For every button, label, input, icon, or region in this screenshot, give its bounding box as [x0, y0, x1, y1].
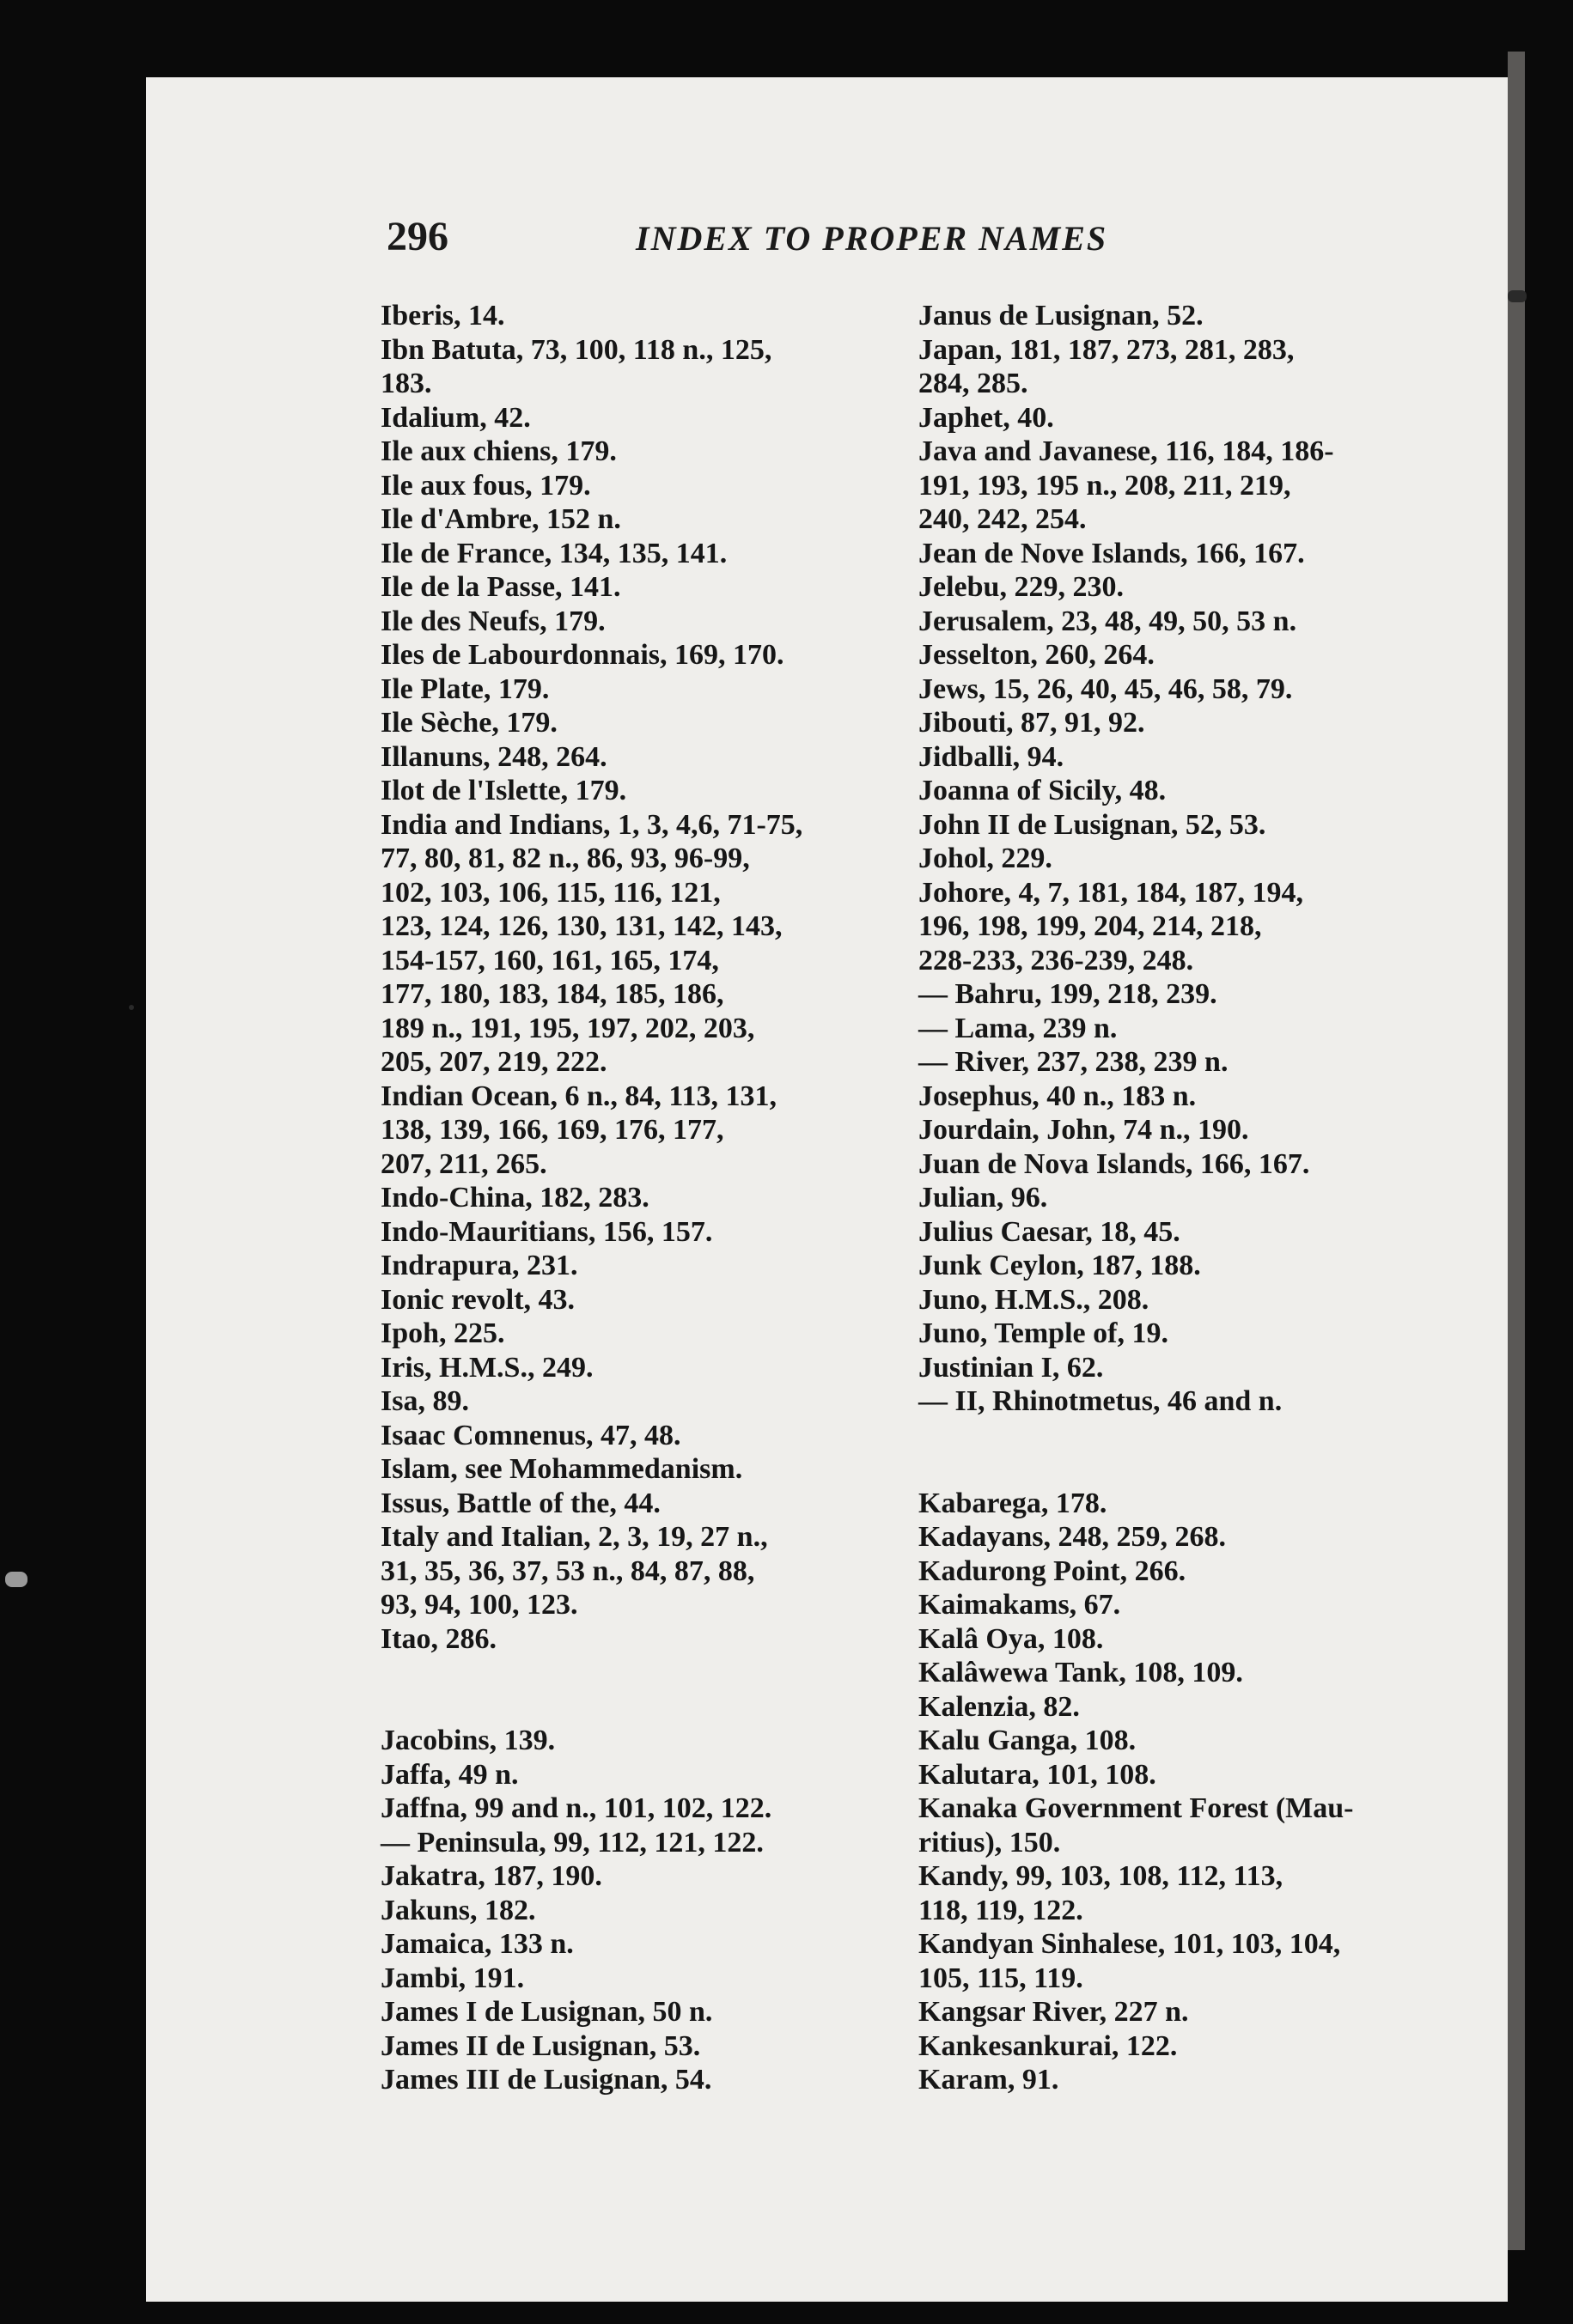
index-entry-line: 207, 211, 265. [381, 1147, 547, 1180]
index-entry-line: Kankesankurai, 122. [918, 2029, 1178, 2062]
index-entry-line: Jaffna, 99 and n., 101, 102, 122. [381, 1792, 772, 1824]
index-entry-line: Indian Ocean, 6 n., 84, 113, 131, [381, 1080, 777, 1112]
index-entry-line: Ile de France, 134, 135, 141. [381, 537, 728, 569]
index-entry-line: Kabarega, 178. [918, 1487, 1107, 1519]
index-entry-line: Iberis, 14. [381, 300, 505, 332]
index-entry-line: Jelebu, 229, 230. [918, 571, 1124, 603]
index-entry [918, 1317, 1417, 1351]
index-entry-line: 102, 103, 106, 115, 116, 121, [381, 876, 721, 909]
index-entry-line: Jidballi, 94. [918, 740, 1064, 773]
index-entry [381, 1826, 879, 1860]
index-entry-line: Janus de Lusignan, 52. [918, 300, 1204, 332]
index-entry-line: Julian, 96. [918, 1182, 1048, 1214]
index-entry-line: Juan de Nova Islands, 166, 167. [918, 1147, 1310, 1180]
scan-speck [5, 1572, 27, 1587]
index-entry-line: Japhet, 40. [918, 401, 1054, 434]
index-entry [381, 808, 879, 1080]
index-entry [918, 333, 1417, 401]
page-edge-shadow [1508, 52, 1525, 2250]
index-entry [918, 1724, 1417, 1758]
index-entry-line: 284, 285. [918, 368, 1028, 399]
index-entry-line: Ile de la Passe, 141. [381, 571, 621, 603]
index-entry-line: ritius), 150. [918, 1826, 1061, 1859]
index-entry-line: Ilot de l'Islette, 179. [381, 775, 627, 806]
index-entry-line: 189 n., 191, 195, 197, 202, 203, [381, 1012, 755, 1044]
index-entry-line: Islam, see Mohammedanism. [381, 1453, 743, 1485]
index-entry-line: John II de Lusignan, 52, 53. [918, 808, 1266, 841]
index-entry [381, 706, 879, 740]
index-entry [381, 1317, 879, 1351]
index-entry [918, 977, 1417, 1012]
index-entry-line: Junk Ceylon, 187, 188. [918, 1250, 1201, 1281]
index-entry [381, 1894, 879, 1928]
scan-border [1525, 0, 1573, 2324]
index-entry [918, 1792, 1417, 1859]
index-entry [918, 1927, 1417, 1995]
index-entry-line: Kalu Ganga, 108. [918, 1725, 1137, 1756]
index-entry-line: Ile Plate, 179. [381, 672, 550, 705]
index-entry [381, 2063, 879, 2097]
index-entry-line: — Peninsula, 99, 112, 121, 122. [381, 1826, 764, 1859]
index-entry [918, 605, 1417, 639]
index-entry-line: Iles de Labourdonnais, 169, 170. [381, 639, 784, 671]
index-entry-line: 196, 198, 199, 204, 214, 218, [918, 910, 1262, 942]
index-entry-line: Kandy, 99, 103, 108, 112, 113, [918, 1860, 1283, 1892]
index-entry-line: Joanna of Sicily, 48. [918, 775, 1167, 806]
index-entry [918, 1554, 1417, 1589]
index-entry [381, 1452, 879, 1487]
index-entry [918, 1045, 1417, 1080]
index-entry-line: Ile aux chiens, 179. [381, 435, 617, 467]
letter-section-gap [918, 1419, 1417, 1487]
index-entry [918, 401, 1417, 435]
index-entry [918, 1384, 1417, 1419]
running-title: INDEX TO PROPER NAMES [636, 219, 1108, 258]
index-entry-line: Isaac Comnenus, 47, 48. [381, 1419, 681, 1451]
index-entry-line: Julius Caesar, 18, 45. [918, 1215, 1180, 1248]
index-entry [381, 1181, 879, 1215]
index-entry-line: 93, 94, 100, 123. [381, 1589, 578, 1621]
index-entry-line: Jaffa, 49 n. [381, 1758, 519, 1791]
index-entry [918, 638, 1417, 672]
index-entry-line: 177, 180, 183, 184, 185, 186, [381, 978, 724, 1010]
index-entry [918, 1215, 1417, 1250]
index-entry-line: Kandyan Sinhalese, 101, 103, 104, [918, 1928, 1341, 1960]
index-entry [918, 1147, 1417, 1182]
index-entry-line: Ile des Neufs, 179. [381, 605, 606, 637]
index-entry-line: Illanuns, 248, 264. [381, 740, 607, 773]
index-entry [918, 1487, 1417, 1521]
index-entry [918, 1181, 1417, 1215]
index-entry [381, 1758, 879, 1792]
index-entry-line: Juno, Temple of, 19. [918, 1317, 1168, 1349]
index-entry [381, 1622, 879, 1657]
index-entry-line: Kanaka Government Forest (Mau- [918, 1792, 1354, 1824]
index-entry-line: Isa, 89. [381, 1385, 469, 1417]
index-entry [381, 1859, 879, 1894]
letter-section-gap [381, 1656, 879, 1724]
index-entry [918, 1995, 1417, 2029]
index-entry [918, 1588, 1417, 1622]
index-entry-line: 118, 119, 122. [918, 1894, 1083, 1926]
index-entry [381, 1792, 879, 1826]
index-entry-line: — Lama, 239 n. [918, 1012, 1118, 1044]
index-entry [918, 1622, 1417, 1657]
index-entry [381, 401, 879, 435]
index-entry [381, 333, 879, 401]
index-entry [918, 1012, 1417, 1046]
index-column-right [918, 299, 1417, 2097]
index-entry-line: Jean de Nove Islands, 166, 167. [918, 537, 1305, 569]
index-entry [381, 774, 879, 808]
index-entry-line: Ile d'Ambre, 152 n. [381, 503, 621, 535]
index-entry-line: Jourdain, John, 74 n., 190. [918, 1114, 1249, 1146]
index-entry-line: 138, 139, 166, 169, 176, 177, [381, 1114, 724, 1146]
index-entry-line: Italy and Italian, 2, 3, 19, 27 n., [381, 1521, 768, 1553]
index-entry [381, 537, 879, 571]
index-entry-line: Karam, 91. [918, 2064, 1059, 2096]
index-entry-line: 31, 35, 36, 37, 53 n., 84, 87, 88, [381, 1554, 755, 1587]
index-entry-line: Kangsar River, 227 n. [918, 1996, 1189, 2028]
index-entry [918, 1283, 1417, 1317]
index-entry [918, 1249, 1417, 1283]
index-entry-line: Johore, 4, 7, 181, 184, 187, 194, [918, 876, 1303, 909]
index-entry-line: Ile Sèche, 179. [381, 707, 558, 739]
index-entry [918, 740, 1417, 775]
index-entry-line: 105, 115, 119. [918, 1962, 1083, 1994]
index-entry-line: Ionic revolt, 43. [381, 1283, 576, 1316]
index-entry [381, 1283, 879, 1317]
index-entry-line: Issus, Battle of the, 44. [381, 1487, 661, 1519]
index-entry [381, 2029, 879, 2064]
index-entry [918, 1758, 1417, 1792]
index-entry-line: Ibn Batuta, 73, 100, 118 n., 125, [381, 333, 772, 366]
index-entry [918, 1080, 1417, 1114]
index-entry [918, 706, 1417, 740]
index-entry-line: Indo-Mauritians, 156, 157. [381, 1215, 713, 1248]
index-entry-line: Juno, H.M.S., 208. [918, 1283, 1149, 1316]
index-entry-line: James III de Lusignan, 54. [381, 2064, 712, 2096]
index-entry [918, 570, 1417, 605]
index-entry [381, 570, 879, 605]
index-entry [918, 1520, 1417, 1554]
page-number: 296 [387, 214, 448, 259]
index-entry [381, 740, 879, 775]
index-entry-line: Josephus, 40 n., 183 n. [918, 1080, 1197, 1112]
index-entry [918, 2029, 1417, 2064]
scan-speck [129, 1005, 134, 1010]
index-entry [381, 299, 879, 333]
index-entry [381, 502, 879, 537]
index-entry [381, 1215, 879, 1250]
index-entry [381, 1249, 879, 1283]
index-entry [918, 808, 1417, 843]
index-entry-line: Jakatra, 187, 190. [381, 1860, 602, 1892]
index-entry [918, 1859, 1417, 1927]
index-entry-line: Kalâ Oya, 108. [918, 1622, 1104, 1655]
index-entry-line: Jakuns, 182. [381, 1894, 536, 1926]
index-entry-line: Jibouti, 87, 91, 92. [918, 707, 1145, 739]
index-entry-line: James I de Lusignan, 50 n. [381, 1996, 713, 2028]
index-entry-line: 205, 207, 219, 222. [381, 1046, 607, 1078]
index-entry [381, 1724, 879, 1758]
index-entry [918, 537, 1417, 571]
index-entry-line: 240, 242, 254. [918, 503, 1087, 535]
index-entry-line: Kadayans, 248, 259, 268. [918, 1521, 1226, 1553]
index-entry [918, 1690, 1417, 1725]
index-entry [918, 1113, 1417, 1147]
index-entry-line: Jesselton, 260, 264. [918, 639, 1155, 671]
index-entry-line: James II de Lusignan, 53. [381, 2029, 701, 2062]
index-entry [381, 435, 879, 469]
index-entry-line: 154-157, 160, 161, 165, 174, [381, 944, 719, 976]
index-entry-line: — Bahru, 199, 218, 239. [918, 978, 1217, 1010]
index-entry-line: Johol, 229. [918, 843, 1052, 874]
index-entry-line: Idalium, 42. [381, 401, 531, 434]
index-entry-line: India and Indians, 1, 3, 4,6, 71-75, [381, 808, 803, 841]
index-column-left [381, 299, 879, 2097]
index-entry [381, 1351, 879, 1385]
index-entry-line: Jamaica, 133 n. [381, 1928, 574, 1960]
index-entry [918, 672, 1417, 707]
index-entry-line: Jambi, 191. [381, 1962, 525, 1994]
index-entry [381, 1419, 879, 1453]
index-entry [381, 1487, 879, 1521]
index-entry [918, 435, 1417, 537]
index-entry-line: Jerusalem, 23, 48, 49, 50, 53 n. [918, 605, 1297, 637]
index-entry-line: — River, 237, 238, 239 n. [918, 1046, 1229, 1078]
index-entry-line: Itao, 286. [381, 1622, 497, 1655]
index-entry-line: 123, 124, 126, 130, 131, 142, 143, [381, 910, 783, 942]
index-entry-line: 183. [381, 368, 432, 399]
scan-speck [1508, 290, 1527, 302]
index-entry-line: Indrapura, 231. [381, 1250, 578, 1281]
index-entry-line: 191, 193, 195 n., 208, 211, 219, [918, 469, 1291, 502]
index-entry-line: Justinian I, 62. [918, 1351, 1104, 1384]
index-entry-line: — II, Rhinotmetus, 46 and n. [918, 1385, 1283, 1417]
index-entry-line: Kadurong Point, 266. [918, 1554, 1186, 1587]
index-entry [381, 1520, 879, 1622]
index-entry-line: Ile aux fous, 179. [381, 469, 591, 502]
index-entry [381, 1384, 879, 1419]
page-header [387, 213, 1400, 273]
index-entry [918, 299, 1417, 333]
index-entry [918, 842, 1417, 876]
index-entry-line: Indo-China, 182, 283. [381, 1182, 649, 1214]
index-entry [381, 1080, 879, 1182]
index-entry-line: Kaimakams, 67. [918, 1589, 1121, 1621]
index-entry [381, 638, 879, 672]
index-entry-line: Kalutara, 101, 108. [918, 1758, 1156, 1791]
index-entry [918, 1351, 1417, 1385]
index-entry-line: Kalâwewa Tank, 108, 109. [918, 1657, 1243, 1688]
index-entry [918, 774, 1417, 808]
index-entry [381, 1995, 879, 2029]
index-entry-line: Iris, H.M.S., 249. [381, 1351, 594, 1384]
index-entry [381, 672, 879, 707]
index-entry-line: 77, 80, 81, 82 n., 86, 93, 96-99, [381, 843, 750, 874]
index-entry [918, 876, 1417, 978]
index-entry [918, 2063, 1417, 2097]
index-entry-line: Ipoh, 225. [381, 1317, 505, 1349]
index-entry-line: Jews, 15, 26, 40, 45, 46, 58, 79. [918, 672, 1293, 705]
index-entry [381, 1927, 879, 1962]
index-entry-line: Kalenzia, 82. [918, 1690, 1080, 1723]
index-entry [918, 1656, 1417, 1690]
index-entry [381, 469, 879, 503]
index-entry-line: Java and Javanese, 116, 184, 186- [918, 435, 1334, 467]
index-entry-line: 228-233, 236-239, 248. [918, 944, 1194, 976]
index-entry-line: Jacobins, 139. [381, 1725, 556, 1756]
index-entry [381, 605, 879, 639]
index-entry [381, 1962, 879, 1996]
index-entry-line: Japan, 181, 187, 273, 281, 283, [918, 333, 1295, 366]
